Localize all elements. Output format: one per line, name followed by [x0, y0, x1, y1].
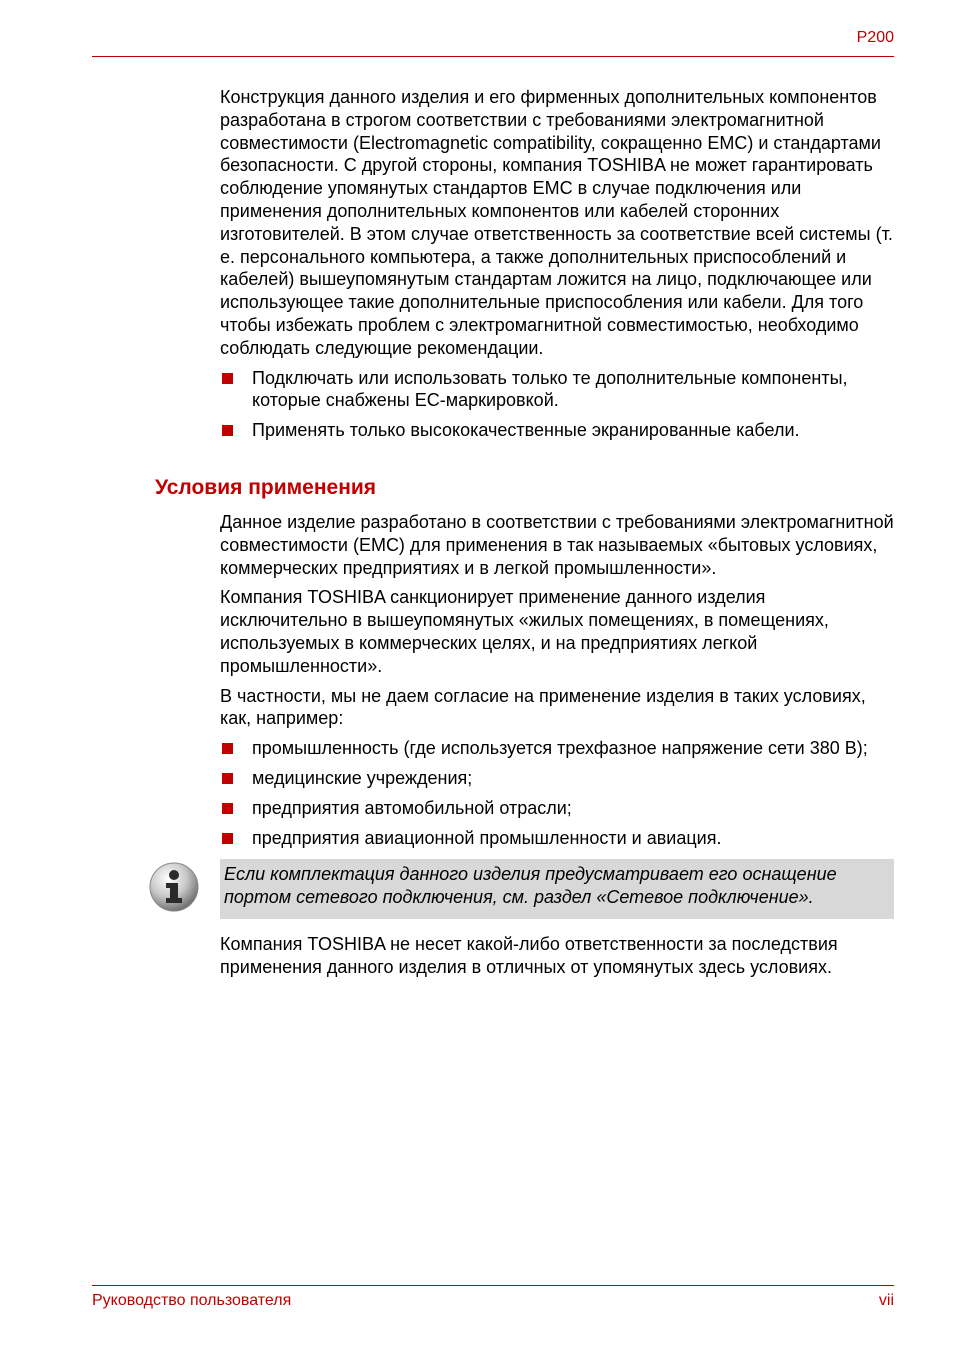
list-item-text: предприятия автомобильной отрасли;	[252, 797, 572, 818]
info-icon	[149, 862, 199, 912]
header-divider	[92, 56, 894, 57]
section-paragraph: В частности, мы не даем согласие на применение изделия в таких условиях, как, например:	[220, 685, 866, 729]
list-item-text: промышленность (где используется трехфазное напряжение сети 380 В);	[252, 738, 868, 759]
section-paragraph: Данное изделие разработано в соответствии с требованиями электромагнитной совместимости (EMC) для применения в так называемых «бытовых условиях, коммерческих предприятиях и в легкой промышленности».	[220, 511, 894, 578]
list-item	[220, 367, 894, 413]
footer-page-number: vii	[878, 1292, 894, 1309]
bullet-square-icon	[222, 425, 233, 436]
footer-divider	[92, 1285, 894, 1286]
list-item-text: Применять только высококачественные экранированные кабели.	[252, 420, 800, 441]
recommendations-list	[220, 367, 894, 442]
page-content	[155, 86, 894, 986]
closing-paragraph: Компания TOSHIBA не несет какой-либо ответственности за последствия применения данного изделия в отличных от упомянутых здесь условиях.	[220, 933, 838, 977]
intro-paragraph: Конструкция данного изделия и его фирменных дополнительных компонентов разработана в строгом соответствии с требованиями электромагнитной совместимости (Electromagnetic compatibility, сокращенно EMC) и стандартами безопасности. С другой стороны, компания TOSHIBA не может гарантировать соблюдение упомянутых стандартов EMC в случае подключения или применения дополнительных компонентов или кабелей сторонних изготовителей. В этом случае ответственность за соответствие всей системы (т. е. персонального компьютера, а также дополнительных приспособлений и кабелей) вышеупомянутым стандартам ложится на лицо, подключающее или использующее такие дополнительные приспособления или кабели. Для того чтобы избежать проблем с электромагнитной совместимостью, необходимо соблюдать следующие рекомендации.	[220, 87, 893, 358]
excluded-environments-list	[220, 737, 894, 849]
bullet-square-icon	[222, 773, 233, 784]
list-item-text: медицинские учреждения;	[252, 767, 473, 788]
header-model-label: P200	[856, 29, 894, 46]
list-item	[220, 419, 894, 442]
list-item-text: предприятия авиационной промышленности и авиация.	[252, 827, 722, 848]
info-note	[220, 859, 894, 919]
list-item	[220, 827, 894, 850]
info-note-text: Если комплектация данного изделия предусматривает его оснащение портом сетевого подключения, см. раздел «Сетевое подключение».	[224, 864, 837, 908]
bullet-square-icon	[222, 373, 233, 384]
list-item	[220, 737, 894, 760]
list-item-text: Подключать или использовать только те дополнительные компоненты, которые снабжены ЕС-маркировкой.	[252, 367, 848, 411]
list-item	[220, 797, 894, 820]
footer-title: Руководство пользователя	[92, 1292, 292, 1309]
section-paragraph: Компания TOSHIBA санкционирует применение данного изделия исключительно в вышеупомянутых «жилых помещениях, в помещениях, используемых в коммерческих целях, и на предприятиях легкой промышленности».	[220, 587, 829, 676]
bullet-square-icon	[222, 833, 233, 844]
section-heading: Условия применения	[155, 475, 377, 499]
list-item	[220, 767, 894, 790]
bullet-square-icon	[222, 803, 233, 814]
bullet-square-icon	[222, 743, 233, 754]
